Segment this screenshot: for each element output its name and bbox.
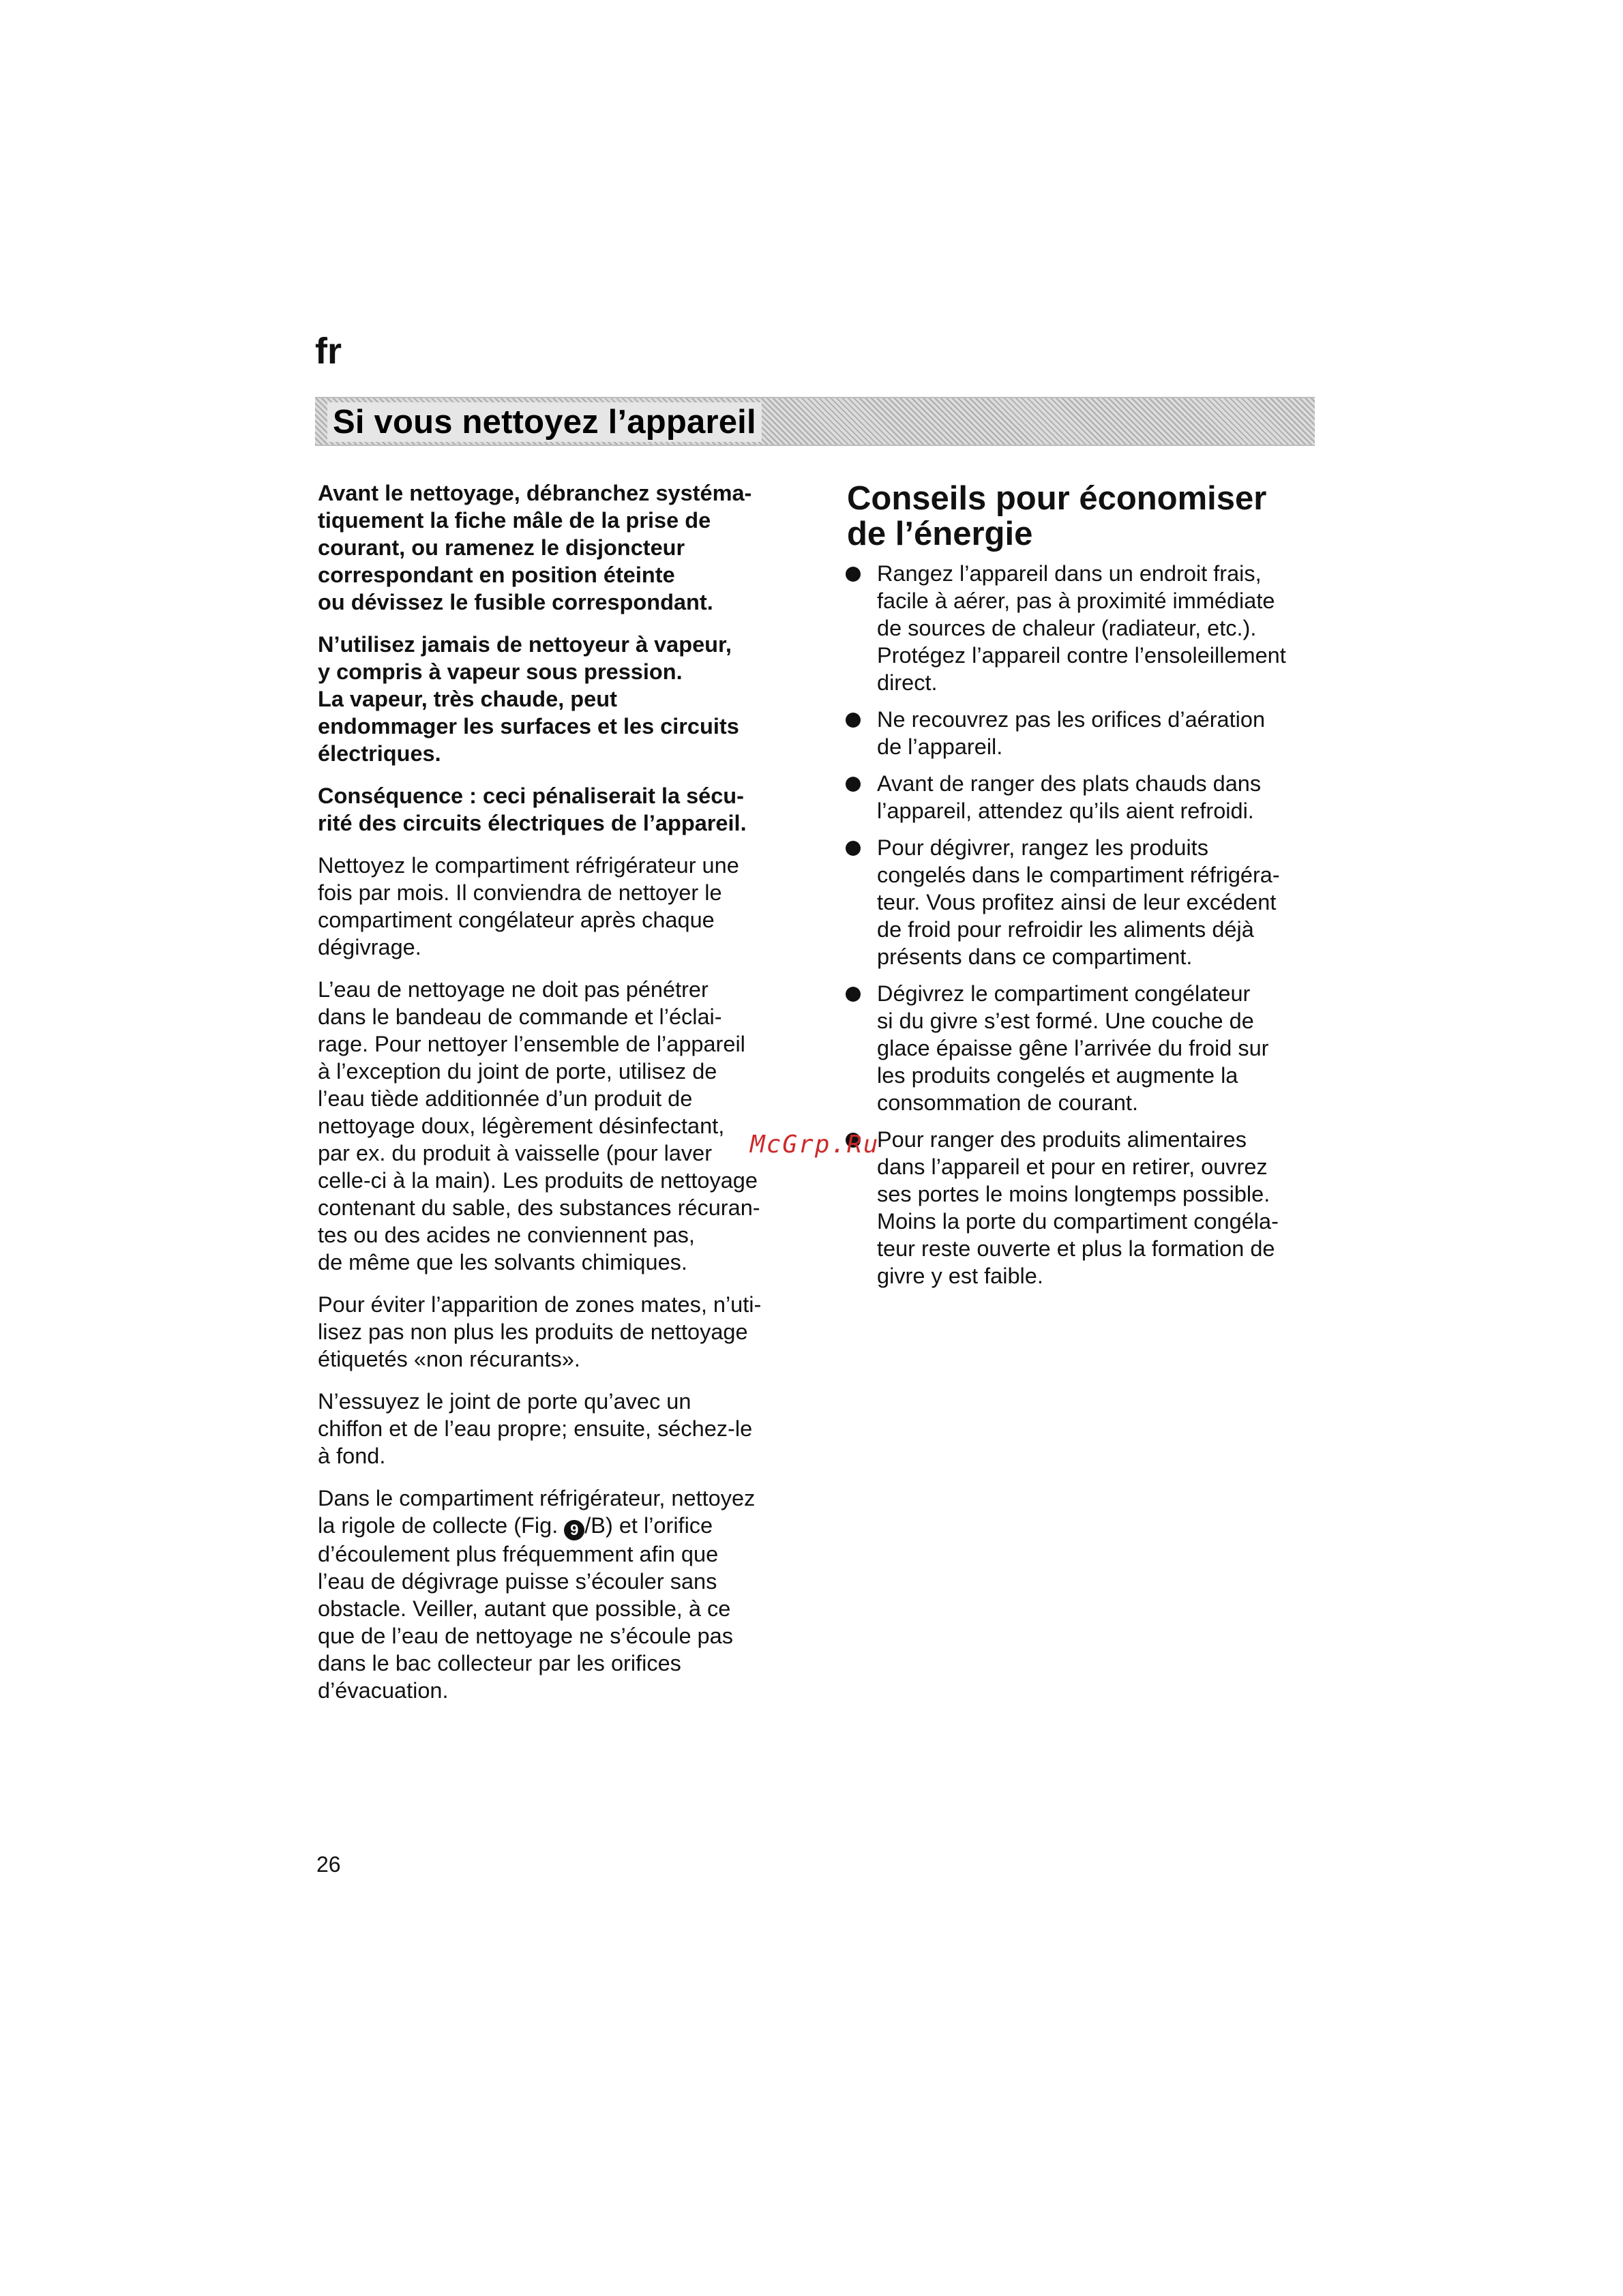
paragraph-cleaning-water: L’eau de nettoyage ne doit pas pénétrer dans le bandeau de commande et l’éclai- rage. Pour nettoyer l’ensemble de l’appareil à l’exception du joint de porte, utilisez de l’eau tiède additionnée d’un produit de nettoyage doux, légèrement désinfectant, par ex. du produit à vaisselle (pour laver celle-ci à la main). Les produits de nettoyage contenant du sable, des substances récuran- tes ou des acides ne conviennent pas, de même que les solvants chimiques. — [318, 977, 760, 1274]
list-item — [847, 560, 1324, 696]
paragraph-cleaning-frequency: Nettoyez le compartiment réfrigérateur une fois par mois. Il conviendra de nettoyer le compartiment congélateur après chaque dégivrage. — [318, 853, 739, 959]
right-column — [847, 481, 1324, 1299]
section-header-bar — [315, 397, 1315, 446]
list-item-text: Ne recouvrez pas les orifices d’aération de l’appareil. — [877, 707, 1266, 759]
warning-steam-cleaner: N’utilisez jamais de nettoyeur à vapeur, y compris à vapeur sous pression. La vapeur, très chaude, peut endommager les surfaces et les circuits électriques. — [318, 632, 739, 766]
bullet-icon — [846, 987, 861, 1002]
watermark: McGrp.Ru — [750, 1131, 880, 1159]
list-item — [847, 834, 1324, 970]
list-item-text: Pour dégivrer, rangez les produits congelés dans le compartiment réfrigéra- teur. Vous profitez ainsi de leur excédent de froid pour refroidir les aliments déjà présents dans ce compartiment. — [877, 835, 1280, 969]
bullet-icon — [846, 713, 861, 728]
paragraph-door-seal: N’essuyez le joint de porte qu’avec un chiffon et de l’eau propre; ensuite, séchez-le à fond. — [318, 1389, 753, 1468]
paragraph-drain-channel — [318, 1485, 788, 1704]
warning-unplug: Avant le nettoyage, débranchez systéma- tiquement la fiche mâle de la prise de courant, ou ramenez le disjoncteur correspondant en position éteinte ou dévissez le fusible correspondant. — [318, 481, 752, 614]
bullet-icon — [846, 777, 861, 792]
list-item-text: Dégivrez le compartiment congélateur si du givre s’est formé. Une couche de glace épaisse gêne l’arrivée du froid sur les produits congelés et augmente la consommation de courant. — [877, 981, 1269, 1115]
bullet-icon — [846, 841, 861, 856]
list-item — [847, 1126, 1324, 1289]
bullet-icon — [846, 567, 861, 582]
list-item-text: Pour ranger des produits alimentaires dans l’appareil et pour en retirer, ouvrez ses portes le moins longtemps possible. Moins la porte du compartiment congéla- teur reste ouverte et plus la formation de givre y est faible. — [877, 1127, 1279, 1288]
list-item-text: Avant de ranger des plats chauds dans l’appareil, attendez qu’ils aient refroidi. — [877, 771, 1262, 823]
left-column — [318, 479, 788, 1719]
drain-text-end: /B) et l’orifice d’écoulement plus fréquemment afin que l’eau de dégivrage puisse s’écouler sans obstacle. Veiller, autant que possible, à ce que de l’eau de nettoyage ne s’écoule pas dans le bac collecteur par les orifices d’évacuation. — [318, 1513, 733, 1703]
section-title: Si vous nettoyez l’appareil — [327, 402, 762, 442]
energy-saving-heading: Conseils pour économiser de l’énergie — [847, 480, 1267, 552]
drain-text-start: Dans le compartiment réfrigérateur, nettoyez la rigole de collecte (Fig. — [318, 1486, 756, 1538]
paragraph-matte-zones: Pour éviter l’apparition de zones mates, n’uti- lisez pas non plus les produits de nettoyage étiquetés «non récurants». — [318, 1292, 762, 1371]
list-item-text: Rangez l’appareil dans un endroit frais, facile à aérer, pas à proximité immédiate de sources de chaleur (radiateur, etc.). Protégez l’appareil contre l’ensoleillement direct. — [877, 561, 1286, 695]
list-item — [847, 706, 1324, 760]
list-item — [847, 770, 1324, 824]
warning-consequence: Conséquence : ceci pénaliserait la sécu- rité des circuits électriques de l’appareil. — [318, 784, 747, 835]
energy-tips-list — [847, 560, 1324, 1289]
page-number: 26 — [316, 1852, 341, 1877]
list-item — [847, 980, 1324, 1116]
figure-number-badge: 9 — [564, 1520, 584, 1540]
language-code: fr — [315, 331, 342, 372]
